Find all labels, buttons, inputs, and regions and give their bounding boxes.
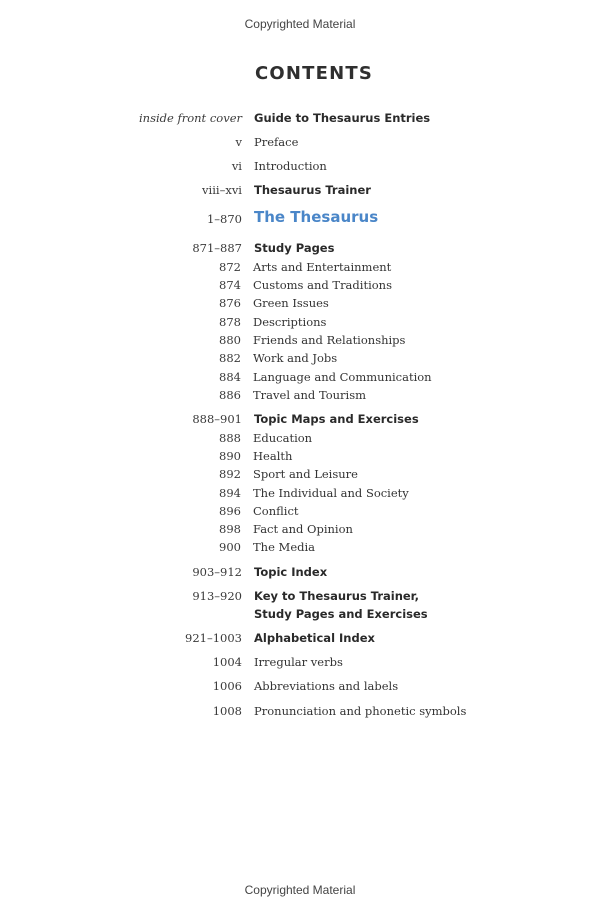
toc-page-number: 888–901: [192, 412, 242, 426]
toc-entry-label-line: Alphabetical Index: [254, 631, 375, 645]
toc-entry-label: [254, 564, 327, 580]
toc-entry-label-line: Language and Communication: [253, 370, 432, 384]
toc-page-number: vi: [231, 159, 242, 173]
toc-entry-label-line: Education: [253, 431, 313, 445]
toc-entry-label-line: Topic Maps and Exercises: [254, 412, 419, 426]
toc-page-number: 894: [219, 486, 241, 500]
toc-page-number: 890: [219, 449, 241, 463]
toc-entry-label-line: Travel and Tourism: [253, 388, 367, 402]
toc-page-number: v: [235, 135, 242, 149]
toc-page-number: 871–887: [192, 241, 242, 255]
toc-entry-label-line: Study Pages: [254, 241, 335, 255]
toc-entry-label-line: The Individual and Society: [253, 486, 409, 500]
toc-entry-label: [253, 466, 358, 482]
toc-page-number: 886: [219, 388, 241, 402]
toc-page-number: 892: [219, 467, 241, 481]
toc-page-number: 884: [219, 370, 241, 384]
toc-entry-label-line: Key to Thesaurus Trainer,: [254, 589, 420, 603]
toc-entry-label-line: Work and Jobs: [253, 351, 338, 365]
toc-entry-label: [253, 314, 326, 330]
toc-entry-label: [253, 387, 366, 403]
copyright-watermark-bottom: Copyrighted Material: [244, 883, 356, 897]
toc-page-number: inside front cover: [138, 111, 242, 125]
toc-entry-label: [253, 503, 299, 519]
toc-page-number: 1006: [212, 679, 242, 693]
toc-entry-label-line: The Media: [253, 540, 316, 554]
toc-entry-label-line: Customs and Traditions: [253, 278, 392, 292]
page-title: CONTENTS: [255, 63, 374, 84]
toc-entry-label-line: Study Pages and Exercises: [254, 607, 428, 621]
toc-entry-label: [253, 277, 392, 293]
toc-page-number: 903–912: [192, 565, 242, 579]
toc-entry-label: [253, 259, 391, 275]
toc-entry-label: [254, 134, 298, 150]
toc-entry-label-line: Fact and Opinion: [253, 522, 353, 536]
toc-entry-label: [254, 654, 343, 670]
toc-page-number: 872: [219, 260, 241, 274]
toc-entry-label-line: Abbreviations and labels: [254, 679, 399, 693]
toc-entry-label-line: The Thesaurus: [254, 208, 379, 226]
toc-entry-label: [254, 182, 371, 198]
toc-entry-label-line: Introduction: [254, 159, 327, 173]
toc-entry-label: [254, 240, 334, 256]
toc-page-number: 878: [219, 315, 241, 329]
toc-entry-label-line: Friends and Relationships: [253, 333, 406, 347]
toc-entry-label: [254, 158, 327, 174]
toc-entry-label-line: Topic Index: [254, 565, 328, 579]
toc-page-number: 1004: [212, 655, 242, 669]
toc-page-number: 896: [219, 504, 241, 518]
toc-page-number: 876: [219, 296, 241, 310]
toc-page-number: 1008: [212, 704, 242, 718]
toc-entry-label: [253, 485, 409, 501]
toc-entry-label: [254, 209, 378, 225]
toc-entry-label: [253, 521, 353, 537]
toc-entry-label: [254, 588, 428, 622]
toc-entry-label: [253, 448, 292, 464]
toc-entry-label: [253, 350, 337, 366]
toc-entry-label-line: Guide to Thesaurus Entries: [254, 111, 431, 125]
toc-entry-label-line: Conflict: [253, 504, 299, 518]
toc-entry-label: [253, 430, 312, 446]
toc-page-number: 882: [219, 351, 241, 365]
toc-entry-label-line: Arts and Entertainment: [253, 260, 392, 274]
toc-entry-label-line: Irregular verbs: [254, 655, 343, 669]
toc-entry-label-line: Preface: [254, 135, 299, 149]
toc-page-number: 898: [219, 522, 241, 536]
toc-page-number: viii–xvi: [202, 183, 242, 197]
toc-entry-label-line: Health: [253, 449, 293, 463]
toc-page-number: 900: [219, 540, 241, 554]
toc-entry-label: [253, 539, 315, 555]
toc-entry-label: [253, 295, 329, 311]
toc-entry-label-line: Descriptions: [253, 315, 327, 329]
toc-page-number: 880: [219, 333, 241, 347]
toc-entry-label: [254, 411, 419, 427]
toc-entry-label: [254, 703, 466, 719]
toc-entry-label-line: Pronunciation and phonetic symbols: [254, 704, 467, 718]
toc-entry-label: [253, 332, 405, 348]
toc-entry-label: [253, 369, 432, 385]
toc-entry-label-line: Thesaurus Trainer: [254, 183, 371, 197]
copyright-watermark-top: Copyrighted Material: [244, 17, 356, 31]
toc-page-number: 888: [219, 431, 241, 445]
toc-entry-label-line: Sport and Leisure: [253, 467, 358, 481]
toc-page-number: 913–920: [192, 589, 242, 603]
toc-entry-label: [254, 678, 398, 694]
toc-entry-label: [254, 110, 430, 126]
toc-entry-label-line: Green Issues: [253, 296, 329, 310]
toc-page-number: 1–870: [206, 212, 242, 226]
toc-page-number: 874: [219, 278, 241, 292]
toc-page-number: 921–1003: [185, 631, 242, 645]
toc-entry-label: [254, 630, 375, 646]
